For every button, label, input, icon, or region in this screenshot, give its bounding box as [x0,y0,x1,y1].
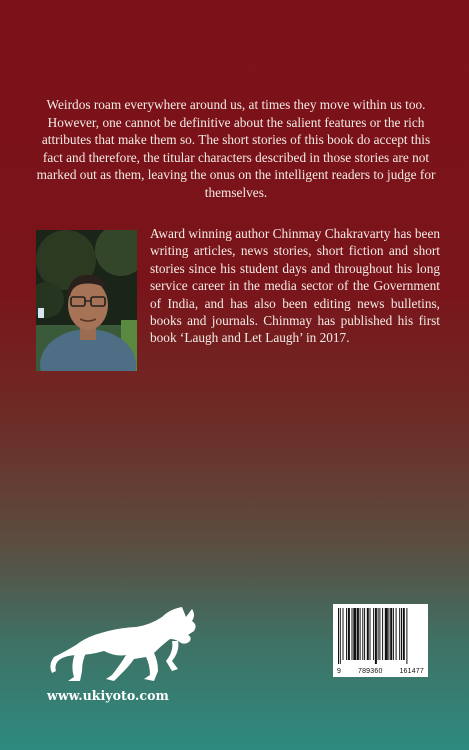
barcode-bar [373,608,374,660]
barcode-bar [388,608,389,660]
back-cover-blurb: Weirdos roam everywhere around us, at times they move within us too. However, one cannot be definitive about the salient features or the rich attributes that make them so. The short stories of this book do accept this fact and therefore, the titular characters described in those stories are not marked out as them, leaving the onus on the intelligent readers to judge for themselves. [36,97,436,200]
barcode-bar [338,608,339,664]
barcode-bar [357,608,359,660]
barcode-bar [379,608,380,660]
barcode-bar [367,608,369,660]
barcode-bar [360,608,361,660]
publisher-logo [46,595,201,685]
barcode-bar [390,608,392,660]
author-photo [36,230,137,371]
barcode-bar [340,608,341,664]
barcode-bar [346,608,347,660]
author-bio: Award winning author Chinmay Chakravarty has been writing articles, news stories, short fiction and short stories since his student days and throughout his long service career in the media sector of the Government of India, and has also been editing news bulletins, books and journals. Chinmay has published his first book ‘Laugh and Let Laugh’ in 2017. [150,226,440,346]
barcode-bars [337,608,424,664]
isbn-left-group: 789360 [357,668,383,675]
barcode-bar [348,608,350,660]
barcode-bar [403,608,405,660]
barcode-bar [396,608,397,660]
barcode-bar [362,608,363,660]
isbn-barcode [333,604,428,677]
tiger-logo-icon [46,595,201,685]
barcode-bar [401,608,402,660]
barcode-bar [393,608,394,660]
publisher-url[interactable]: www.ukiyoto.com [47,688,169,703]
barcode-bar [406,608,407,664]
isbn-lead-digit: 9 [337,668,342,675]
barcode-bar [353,608,356,660]
isbn-right-group: 161477 [399,668,424,675]
barcode-bar [343,608,344,660]
barcode-bar [364,608,365,660]
barcode-bar [352,608,353,660]
barcode-bar [370,608,371,660]
isbn-number [337,668,424,675]
barcode-bar [399,608,400,660]
barcode-bar [378,608,379,660]
barcode-bar [382,608,383,660]
barcode-bar [375,608,377,664]
barcode-bar [385,608,388,660]
